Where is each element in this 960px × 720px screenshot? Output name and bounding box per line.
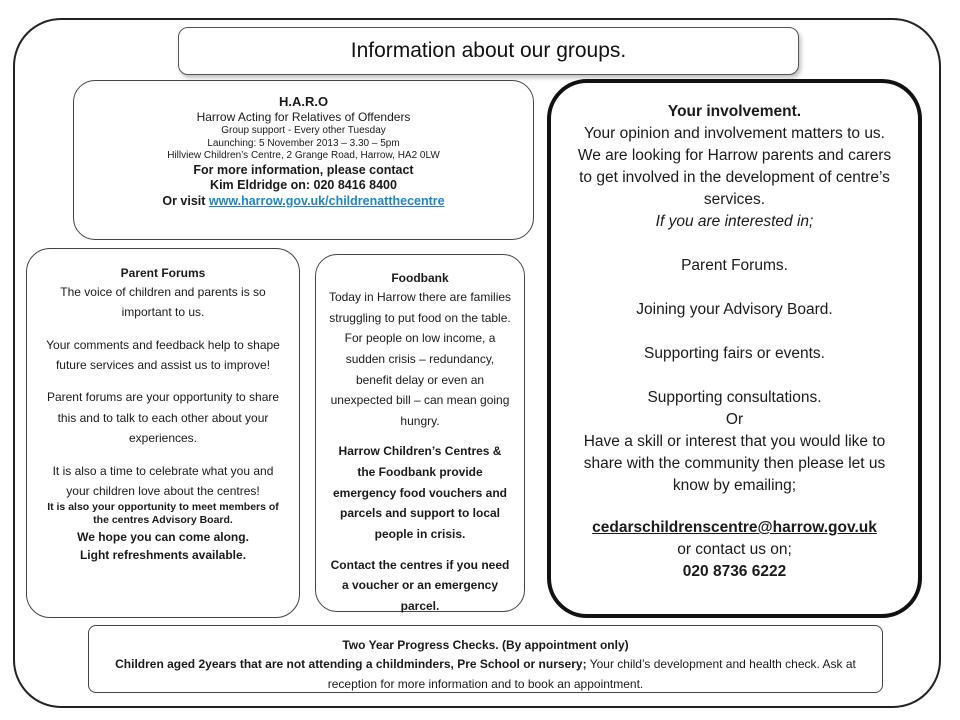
progress-checks-heading: Two Year Progress Checks. (By appointment only) bbox=[342, 638, 629, 652]
progress-checks-text: Your child’s development and health check. Ask at reception for more information and to book an appointment. bbox=[327, 657, 856, 691]
foodbank-text-1: Today in Harrow there are families struggling to put food on the table. For people on low income, a sudden crisis – redundancy, benefit delay or even an unexpected bill – can mean going hungry. bbox=[328, 290, 512, 428]
haro-subtitle: Harrow Acting for Relatives of Offenders bbox=[196, 110, 411, 125]
haro-panel bbox=[73, 80, 534, 240]
haro-visit bbox=[74, 194, 533, 210]
foodbank-text-3: Contact the centres if you need a voucher or an emergency parcel. bbox=[330, 557, 510, 613]
haro-contact-name: Kim Eldridge on: 020 8416 8400 bbox=[210, 178, 397, 193]
parent-forums-advisory-text: It is also your opportunity to meet members of the centres Advisory Board. bbox=[47, 501, 279, 527]
haro-website-link[interactable]: www.harrow.gov.uk/childrenatthecentre bbox=[208, 194, 445, 208]
parent-forums-heading: Parent Forums bbox=[120, 266, 206, 280]
foodbank-panel bbox=[315, 254, 525, 612]
parent-forums-panel bbox=[26, 248, 300, 618]
haro-launch: Launching: 5 November 2013 – 3.30 – 5pm bbox=[207, 137, 400, 149]
involvement-heading: Your involvement. bbox=[667, 103, 802, 120]
parent-forums-text-3: Parent forums are your opportunity to share this and to talk to each other about your experiences. bbox=[46, 390, 280, 446]
haro-schedule: Group support - Every other Tuesday bbox=[221, 125, 386, 137]
involvement-text-2: Have a skill or interest that you would like to share with the community then please let us know by emailing; bbox=[583, 433, 886, 494]
involvement-text-1: Your opinion and involvement matters to us. We are looking for Harrow parents and carers to get involved in the development of centre’s services. bbox=[577, 125, 892, 208]
involvement-contact-text: or contact us on; bbox=[677, 541, 792, 558]
progress-checks-body bbox=[109, 655, 862, 694]
involvement-item-advisory-board: Joining your Advisory Board. bbox=[636, 301, 833, 318]
involvement-phone: 020 8736 6222 bbox=[682, 563, 787, 580]
involvement-email-link[interactable]: cedarschildrenscentre@harrow.gov.uk bbox=[592, 519, 877, 536]
parent-forums-text-1: The voice of children and parents is so important to us. bbox=[60, 284, 266, 320]
parent-forums-hope-text: We hope you can come along. bbox=[77, 529, 249, 544]
involvement-item-fairs: Supporting fairs or events. bbox=[644, 345, 825, 362]
foodbank-heading: Foodbank bbox=[391, 271, 449, 285]
progress-checks-panel bbox=[88, 625, 883, 693]
involvement-panel bbox=[547, 79, 922, 618]
haro-visit-prefix: Or visit bbox=[162, 194, 209, 208]
parent-forums-refreshments-text: Light refreshments available. bbox=[79, 548, 247, 563]
involvement-item-parent-forums: Parent Forums. bbox=[681, 257, 788, 274]
involvement-item-consultations: Supporting consultations. bbox=[647, 389, 822, 406]
involvement-or: Or bbox=[725, 411, 744, 428]
page-title: Information about our groups. bbox=[178, 27, 799, 75]
foodbank-text-2: Harrow Children’s Centres & the Foodbank provide emergency food vouchers and parcels and support to local people in crisis. bbox=[332, 444, 508, 541]
parent-forums-text-2: Your comments and feedback help to shape future services and assist us to improve! bbox=[46, 337, 280, 372]
parent-forums-text-4: It is also a time to celebrate what you and your children love about the centres! bbox=[52, 463, 274, 498]
involvement-interest-text: If you are interested in; bbox=[655, 213, 814, 230]
haro-address: Hillview Children’s Centre, 2 Grange Road, Harrow, HA2 0LW bbox=[167, 150, 440, 162]
haro-contact-line: For more information, please contact bbox=[193, 162, 414, 177]
haro-heading: H.A.R.O bbox=[278, 94, 329, 109]
progress-checks-lead: Children aged 2years that are not attending a childminders, Pre School or nursery; bbox=[115, 657, 587, 672]
